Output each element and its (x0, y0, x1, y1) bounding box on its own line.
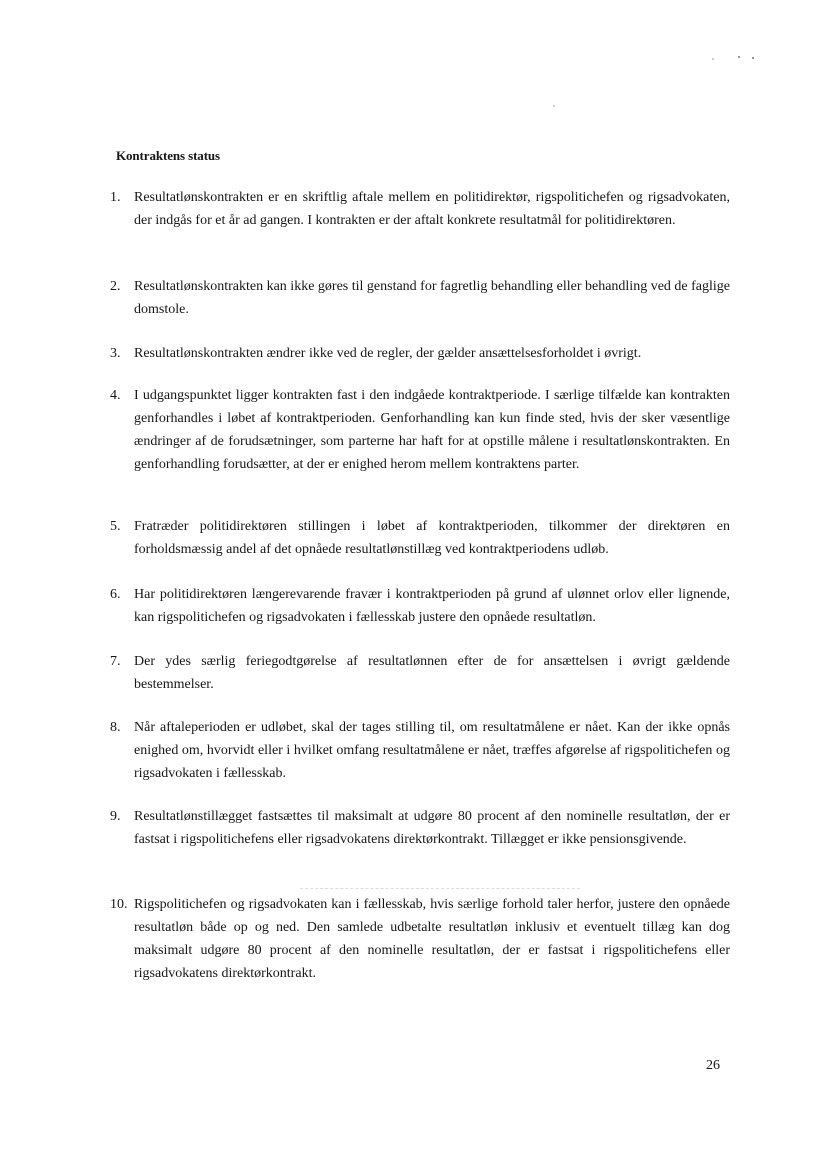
item-number: 7. (110, 654, 121, 669)
item-number: 10. (110, 897, 128, 912)
scan-speck (738, 56, 740, 58)
scan-speck (712, 58, 714, 60)
list-item (110, 515, 730, 561)
item-number: 4. (110, 388, 121, 403)
item-text: Fratræder politidirektøren stillingen i løbet af kontraktperioden, tilkommer der direktøren en forholdsmæssig andel af det opnåede resultatlønstillæg ved kontraktperiodens udløb. (134, 519, 730, 557)
item-text: Resultatlønskontrakten ændrer ikke ved de regler, der gælder ansættelsesforholdet i øvrigt. (134, 346, 642, 361)
list-item (110, 805, 730, 851)
item-number: 6. (110, 587, 121, 602)
item-number: 1. (110, 190, 121, 205)
list-item (110, 716, 730, 785)
page-number: 26 (706, 1058, 720, 1073)
scan-speck (553, 105, 555, 107)
item-text: Rigspolitichefen og rigsadvokaten kan i fællesskab, hvis særlige forhold taler herfor, justere den opnåede resultatløn både op og ned. Den samlede udbetalte resultatløn inklusiv et eventuelt tillæg kan dog maksimalt udgøre 80 procent af den nominelle resultatløn, der er fastsat i rigspolitichefens eller rigsadvokatens direktørkontrakt. (134, 897, 730, 981)
item-number: 9. (110, 809, 121, 824)
list-item (110, 384, 730, 476)
list-item (110, 275, 730, 321)
scan-speck (752, 57, 754, 59)
item-number: 8. (110, 720, 121, 735)
item-text: Resultatlønstillægget fastsættes til maksimalt at udgøre 80 procent af den nominelle resultatløn, der er fastsat i rigspolitichefens eller rigsadvokatens direktørkontrakt. Tillægget er ikke pensionsgivende. (134, 809, 730, 847)
item-text: Når aftaleperioden er udløbet, skal der tages stilling til, om resultatmålene er nået. Kan der ikke opnås enighed om, hvorvidt eller i hvilket omfang resultatmålene er nået, træffes afgørelse af rigspolitichefen og rigsadvokaten i fællesskab. (134, 720, 730, 781)
list-item (110, 342, 730, 365)
list-item (110, 583, 730, 629)
item-text: Resultatlønskontrakten er en skriftlig aftale mellem en politidirektør, rigspolitichefen og rigsadvokaten, der indgås for et år ad gangen. I kontrakten er der aftalt konkrete resultatmål for politidirektøren. (134, 190, 730, 228)
item-number: 3. (110, 346, 121, 361)
item-text: I udgangspunktet ligger kontrakten fast i den indgåede kontraktperiode. I særlige tilfælde kan kontrakten genforhandles i løbet af kontraktperioden. Genforhandling kan kun finde sted, hvis der sker væsentlige ændringer af de forudsætninger, som parterne har haft for at opstille målene i resultatlønskontrakten. En genforhandling forudsætter, at der er enighed herom mellem kontraktens parter. (134, 388, 730, 472)
item-text: Der ydes særlig feriegodtgørelse af resultatlønnen efter de for ansættelsen i øvrigt gældende bestemmelser. (134, 654, 730, 692)
section-heading: Kontraktens status (116, 148, 221, 163)
list-item (110, 186, 730, 232)
list-item (110, 893, 730, 985)
item-number: 2. (110, 279, 121, 294)
scan-artifact-line (300, 888, 580, 889)
item-text: Har politidirektøren længerevarende fravær i kontraktperioden på grund af ulønnet orlov eller lignende, kan rigspolitichefen og rigsadvokaten i fællesskab justere den opnåede resultatløn. (134, 587, 730, 625)
list-item (110, 650, 730, 696)
item-number: 5. (110, 519, 121, 534)
item-text: Resultatlønskontrakten kan ikke gøres til genstand for fagretlig behandling eller behandling ved de faglige domstole. (134, 279, 730, 317)
